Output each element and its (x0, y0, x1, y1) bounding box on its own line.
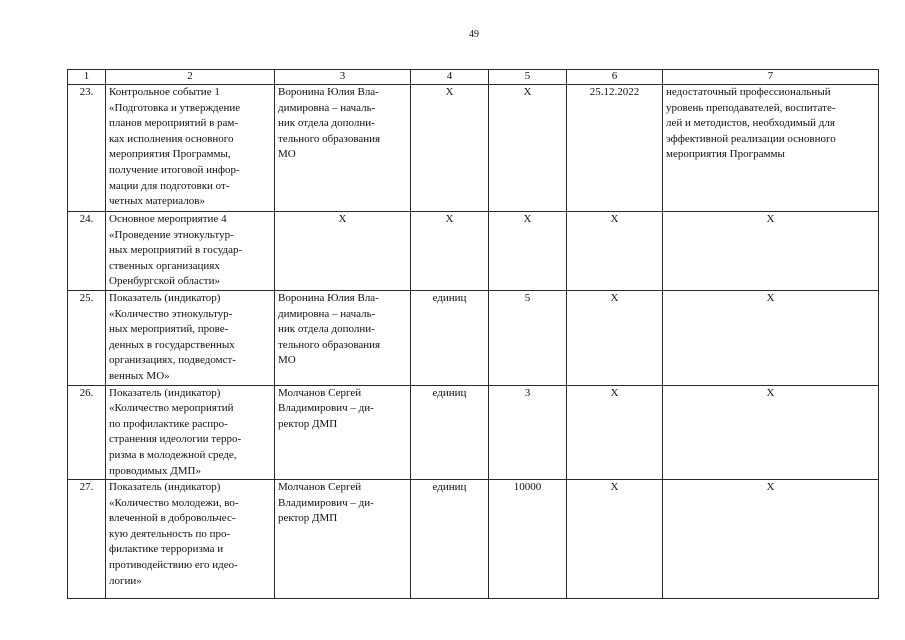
risk-note: X (663, 480, 879, 599)
column-header-1: 1 (68, 70, 106, 85)
measures-table (67, 69, 879, 599)
unit-cell: единиц (411, 385, 489, 480)
risk-note: X (663, 385, 879, 480)
table-row (68, 212, 879, 291)
column-header-6: 6 (567, 70, 663, 85)
row-number: 23. (68, 85, 106, 212)
value-cell: X (489, 212, 567, 291)
date-cell: 25.12.2022 (567, 85, 663, 212)
risk-note: X (663, 290, 879, 385)
measure-name: Показатель (индикатор) «Количество молодежи, во- влеченной в добровольчес- кую деятельность по про- филактике терроризма и противодействию его идео- логии» (106, 480, 275, 599)
table-header-row (68, 70, 879, 85)
value-cell: 5 (489, 290, 567, 385)
date-cell: X (567, 212, 663, 291)
unit-cell: единиц (411, 290, 489, 385)
column-header-3: 3 (275, 70, 411, 85)
measure-name: Контрольное событие 1 «Подготовка и утверждение планов мероприятий в рам- ках исполнения основного мероприятия Программы, получение итоговой инфор- мации для подготовки от- четных материалов» (106, 85, 275, 212)
unit-cell: X (411, 85, 489, 212)
row-number: 24. (68, 212, 106, 291)
responsible-person: X (275, 212, 411, 291)
value-cell: X (489, 85, 567, 212)
responsible-person: Молчанов Сергей Владимирович – ди- ректор ДМП (275, 480, 411, 599)
row-number: 27. (68, 480, 106, 599)
column-header-2: 2 (106, 70, 275, 85)
risk-note: недостаточный профессиональный уровень преподавателей, воспитате- лей и методистов, необходимый для эффективной реализации основного мероприятия Программы (663, 85, 879, 212)
table-row (68, 480, 879, 599)
page-number: 49 (469, 29, 479, 40)
date-cell: X (567, 385, 663, 480)
measure-name: Основное мероприятие 4 «Проведение этнокультур- ных мероприятий в государ- ственных организациях Оренбургской области» (106, 212, 275, 291)
column-header-4: 4 (411, 70, 489, 85)
column-header-7: 7 (663, 70, 879, 85)
value-cell: 3 (489, 385, 567, 480)
measure-name: Показатель (индикатор) «Количество мероприятий по профилактике распро- странения идеологии терро- ризма в молодежной среде, проводимых ДМП» (106, 385, 275, 480)
unit-cell: единиц (411, 480, 489, 599)
row-number: 25. (68, 290, 106, 385)
table-row (68, 385, 879, 480)
responsible-person: Молчанов Сергей Владимирович – ди- ректор ДМП (275, 385, 411, 480)
date-cell: X (567, 290, 663, 385)
measure-name: Показатель (индикатор) «Количество этнокультур- ных мероприятий, прове- денных в государственных организациях, подведомст- венных МО» (106, 290, 275, 385)
responsible-person: Воронина Юлия Вла- димировна – началь- ник отдела дополни- тельного образования МО (275, 290, 411, 385)
risk-note: X (663, 212, 879, 291)
value-cell: 10000 (489, 480, 567, 599)
unit-cell: X (411, 212, 489, 291)
responsible-person: Воронина Юлия Вла- димировна – началь- ник отдела дополни- тельного образования МО (275, 85, 411, 212)
column-header-5: 5 (489, 70, 567, 85)
table-row (68, 290, 879, 385)
table-row (68, 85, 879, 212)
date-cell: X (567, 480, 663, 599)
row-number: 26. (68, 385, 106, 480)
